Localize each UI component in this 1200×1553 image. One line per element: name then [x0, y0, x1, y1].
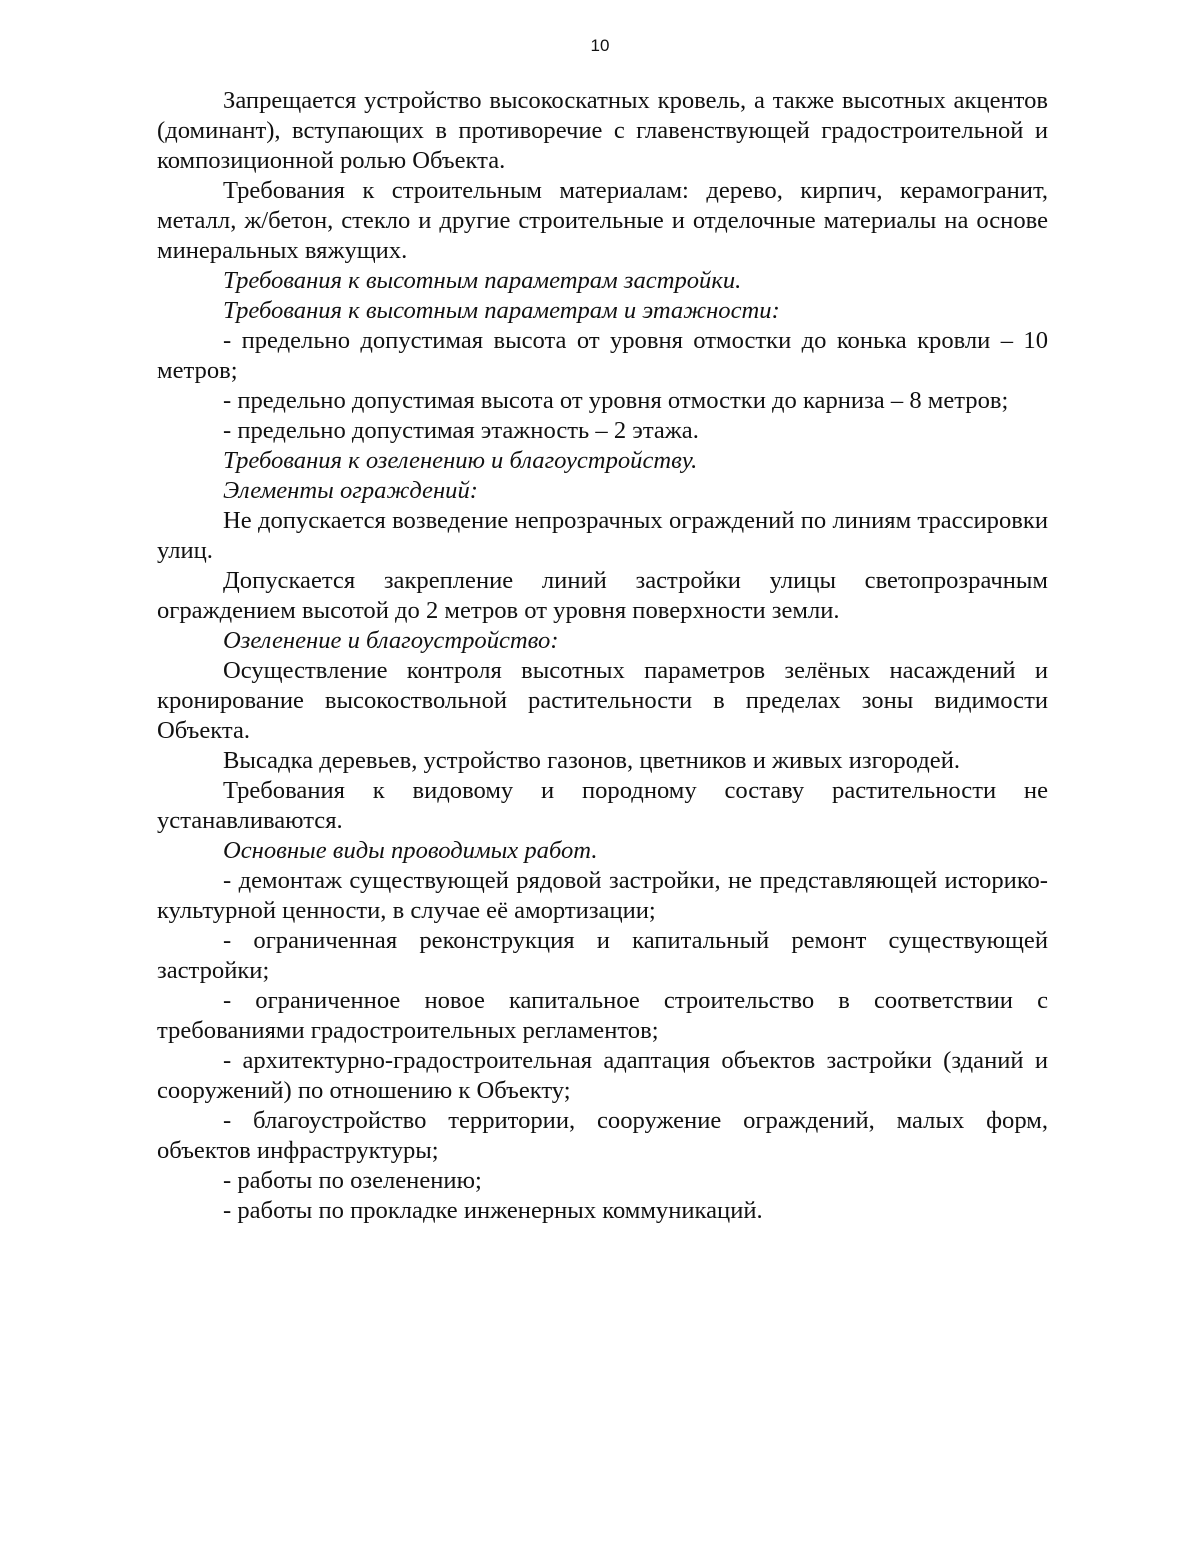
- paragraph-planting: Высадка деревьев, устройство газонов, цветников и живых изгородей.: [223, 747, 961, 774]
- list-item-utilities: - работы по прокладке инженерных коммуникаций.: [223, 1197, 763, 1224]
- heading-main-works: Основные виды проводимых работ.: [223, 837, 598, 864]
- paragraph-transparent-fences: Допускается закрепление линий застройки улицы светопрозрачным ограждением высотой до 2 метров от уровня поверхности земли.: [157, 567, 1048, 624]
- page-number: 10: [590, 36, 610, 55]
- paragraph-opaque-fences: Не допускается возведение непрозрачных ограждений по линиям трассировки улиц.: [157, 507, 1048, 564]
- heading-landscaping-requirements: Требования к озеленению и благоустройству.: [223, 447, 698, 474]
- list-item-reconstruction: - ограниченная реконструкция и капитальный ремонт существующей застройки;: [157, 927, 1048, 984]
- document-body: [157, 86, 1048, 1226]
- list-item-new-construction: - ограниченное новое капитальное строительство в соответствии с требованиями градостроительных регламентов;: [157, 987, 1048, 1044]
- paragraph-roof-restrictions: Запрещается устройство высокоскатных кровель, а также высотных акцентов (доминант), вступающих в противоречие с главенствующей градостроительной и композиционной ролью Объекта.: [157, 87, 1048, 174]
- list-item-ridge-height: - предельно допустимая высота от уровня отмостки до конька кровли – 10 метров;: [157, 327, 1048, 384]
- list-item-demolition: - демонтаж существующей рядовой застройки, не представляющей историко-культурной ценности, в случае её амортизации;: [157, 867, 1048, 924]
- heading-landscaping: Озеленение и благоустройство:: [223, 627, 559, 654]
- paragraph-species-requirements: Требования к видовому и породному составу растительности не устанавливаются.: [157, 777, 1048, 834]
- paragraph-vegetation-control: Осуществление контроля высотных параметров зелёных насаждений и кронирование высокоствольной растительности в пределах зоны видимости Объекта.: [157, 657, 1048, 744]
- heading-fencing-elements: Элементы ограждений:: [223, 477, 478, 504]
- list-item-eaves-height: - предельно допустимая высота от уровня отмостки до карниза – 8 метров;: [223, 387, 1009, 414]
- list-item-adaptation: - архитектурно-градостроительная адаптация объектов застройки (зданий и сооружений) по отношению к Объекту;: [157, 1047, 1048, 1104]
- list-item-greening: - работы по озеленению;: [223, 1167, 482, 1194]
- heading-height-parameters: Требования к высотным параметрам застройки.: [223, 267, 742, 294]
- list-item-floor-count: - предельно допустимая этажность – 2 этажа.: [223, 417, 699, 444]
- paragraph-building-materials: Требования к строительным материалам: дерево, кирпич, керамогранит, металл, ж/бетон, стекло и другие строительные и отделочные материалы на основе минеральных вяжущих.: [157, 177, 1048, 264]
- list-item-improvement: - благоустройство территории, сооружение ограждений, малых форм, объектов инфраструктуры;: [157, 1107, 1048, 1164]
- heading-height-and-floors: Требования к высотным параметрам и этажности:: [223, 297, 780, 324]
